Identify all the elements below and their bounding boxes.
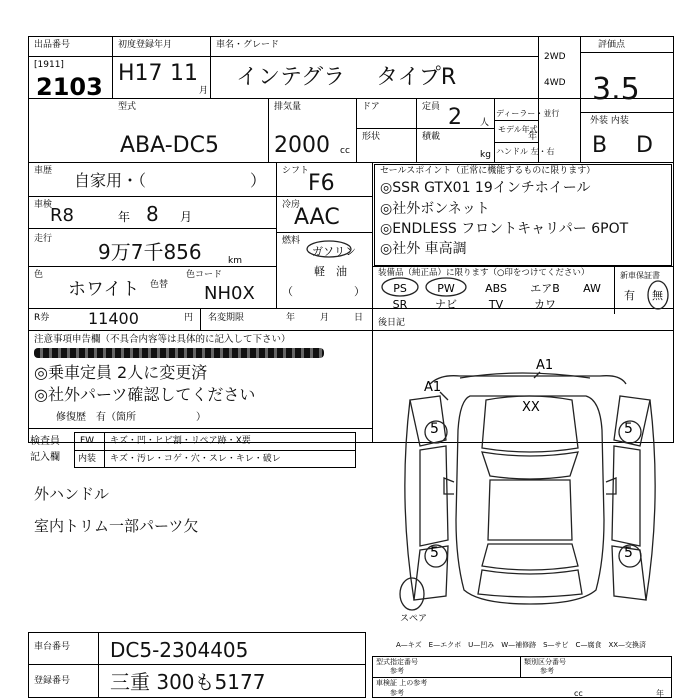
kg-unit: kg <box>480 150 491 160</box>
repair-label: 修復歴 有（箇所 <box>56 412 136 423</box>
equip-tv: TV <box>488 298 504 311</box>
recycle-yen: 円 <box>184 313 194 323</box>
lot-label: 出品番号 <box>34 40 71 50</box>
shift-label: シフト <box>282 166 310 176</box>
inspector-label-1: 検査員 <box>30 436 60 447</box>
model-value: ABA-DC5 <box>120 133 219 158</box>
diagram-mark-a1-left: A1 <box>424 380 442 395</box>
first-reg-label: 初度登録年月 <box>118 40 173 50</box>
displacement-value: 2000 <box>274 133 330 158</box>
score-value: 3.5 <box>592 72 640 107</box>
equip-navi: ナビ <box>435 298 457 311</box>
color-swap-label: 色替 <box>150 280 169 290</box>
diagram-mark-5-rl: 5 <box>430 545 439 561</box>
diagram-mark-5-fl: 5 <box>430 421 439 437</box>
fuel-light-oil: 軽 油 <box>314 265 347 278</box>
mileage-value: 9万7千856 <box>98 240 202 264</box>
chassis-value: DC5-2304405 <box>110 638 249 662</box>
footer-sub3: 車検証 上の参考 <box>376 679 428 687</box>
diagram-legend: A—キズ E—エクボ U—凹み W—補修跡 S—サビ C—腐食 XX—交換済 <box>396 641 647 649</box>
color-code-label: 色コード <box>186 270 223 280</box>
warranty-label: 新車保証書 <box>620 271 660 280</box>
car-name-label: 車名・グレード <box>216 40 280 50</box>
grade-value: タイプR <box>376 65 457 90</box>
equip-sr: SR <box>392 298 408 311</box>
color-label: 色 <box>34 270 44 280</box>
car-history-label: 車歴 <box>34 166 53 176</box>
warranty-yes: 有 <box>624 289 635 302</box>
km-unit: km <box>228 256 242 266</box>
inspection-month-unit: 月 <box>180 210 193 224</box>
year-unit: 年 <box>528 132 538 142</box>
inspector-fw-label: FW <box>80 436 95 446</box>
capacity-label: 定員 <box>422 102 441 112</box>
inspection-label: 車検 <box>34 200 53 210</box>
diagram-mark-5-rr: 5 <box>624 545 633 561</box>
fuel-close-paren: ） <box>354 285 365 298</box>
displacement-label: 排気量 <box>274 102 302 112</box>
color-value: ホワイト <box>68 279 140 300</box>
footer-sub1b: 参考 <box>390 667 404 675</box>
footer-cc: cc <box>574 689 583 698</box>
drive-4wd: 4WD <box>544 78 566 88</box>
sales-point-4: ◎社外 車高調 <box>380 241 467 257</box>
diagram-mark-a1-top: A1 <box>536 358 554 373</box>
recycle-label: R券 <box>34 313 50 323</box>
inspector-label-2: 記入欄 <box>30 452 60 463</box>
first-reg-value: H17 <box>118 61 163 86</box>
ext-int-label: 外装 内装 <box>590 116 629 126</box>
mileage-label: 走行 <box>34 234 53 244</box>
handwritten-note-1: 外ハンドル <box>34 485 110 503</box>
warranty-no: 無 <box>652 289 663 302</box>
handle-label: ハンドル 左・右 <box>496 147 555 156</box>
sales-point-1: ◎SSR GTX01 19インチホイール <box>380 180 591 196</box>
fuel-open-paren: （ <box>282 285 293 298</box>
name-change-year: 年 <box>286 313 296 323</box>
ac-label: 冷房 <box>282 200 301 210</box>
person-unit: 人 <box>480 118 490 128</box>
first-reg-month: 11 <box>170 61 198 86</box>
ext-value: B <box>592 133 608 158</box>
diagram-mark-5-fr: 5 <box>624 421 633 437</box>
car-history-close: ） <box>250 171 267 190</box>
equip-abs: ABS <box>485 282 507 295</box>
equipment-label: 装備品（純正品）に限ります（○印をつけてください） <box>378 268 590 278</box>
reg-label: 登録番号 <box>34 676 71 686</box>
sales-point-2: ◎社外ボンネット <box>380 201 490 217</box>
name-change-month: 月 <box>320 313 330 323</box>
equip-pw: PW <box>437 282 455 295</box>
inspector-fw-items: キズ・凹・ヒビ割・リペア跡・X要 <box>110 436 251 446</box>
fuel-label: 燃料 <box>282 236 301 246</box>
footer-sub3b: 参考 <box>390 689 404 697</box>
lot-sub: [1911] <box>34 60 64 70</box>
shift-value: F6 <box>308 171 335 196</box>
ac-value: AAC <box>294 205 340 230</box>
inspection-year-unit: 年 <box>118 210 131 224</box>
repair-close: ） <box>196 412 206 423</box>
inspection-month: 8 <box>146 202 159 226</box>
model-year-label: モデル年式 <box>498 125 538 134</box>
diagram-spare-label: スペア <box>400 614 428 624</box>
equip-aw: AW <box>583 282 601 295</box>
chassis-label: 車台番号 <box>34 642 71 652</box>
footer-sub1: 型式指定番号 <box>376 658 418 666</box>
equip-leather: カワ <box>534 298 556 311</box>
note-line-1: ◎乗車定員 2人に変更済 <box>34 363 208 382</box>
lot-number: 2103 <box>36 73 103 101</box>
notes-label: 注意事項申告欄（不具合内容等は具体的に記入して下さい） <box>34 334 291 345</box>
footer-sub2b: 参考 <box>540 667 554 675</box>
dealer-label: ディーラー・並行 <box>496 109 560 118</box>
handwritten-note-2: 室内トリム一部パーツ欠 <box>34 517 199 535</box>
fuel-gasoline: ガソリン <box>312 245 356 258</box>
rear-note-label: 後日記 <box>378 318 406 328</box>
sales-point-3: ◎ENDLESS フロントキャリパー 6POT <box>380 221 629 237</box>
capacity-value: 2 <box>448 105 462 130</box>
note-line-2: ◎社外パーツ確認してください <box>34 385 256 404</box>
color-code-value: NH0X <box>204 283 255 304</box>
footer-year: 年 <box>656 689 664 698</box>
equip-ps: PS <box>393 282 407 295</box>
footer-sub2: 類別区分番号 <box>524 658 566 666</box>
load-label: 積載 <box>422 132 441 142</box>
inspector-int-items: キズ・汚レ・コゲ・穴・スレ・キレ・破レ <box>110 454 281 464</box>
reg-value: 三重 300も5177 <box>110 670 266 694</box>
car-history-value: 自家用・（ <box>74 171 147 190</box>
car-name-value: インテグラ <box>236 65 346 90</box>
cc-unit: cc <box>340 146 350 156</box>
equip-airbag: エアB <box>530 282 560 295</box>
month-unit: 月 <box>199 86 209 96</box>
door-label: ドア <box>362 102 380 112</box>
model-label: 型式 <box>118 102 137 112</box>
inspection-value: R8 <box>50 205 74 226</box>
score-label: 評価点 <box>598 40 626 50</box>
name-change-label: 名変期限 <box>208 313 245 323</box>
name-change-day: 日 <box>354 313 364 323</box>
inspector-int-label: 内装 <box>78 454 97 464</box>
drive-2wd: 2WD <box>544 52 566 62</box>
int-value: D <box>636 133 653 158</box>
shape-label: 形状 <box>362 132 381 142</box>
diagram-mark-xx: XX <box>522 400 540 415</box>
sales-points-label: セールスポイント（正常に機能するものに限ります） <box>380 166 596 176</box>
recycle-value: 11400 <box>88 309 139 328</box>
